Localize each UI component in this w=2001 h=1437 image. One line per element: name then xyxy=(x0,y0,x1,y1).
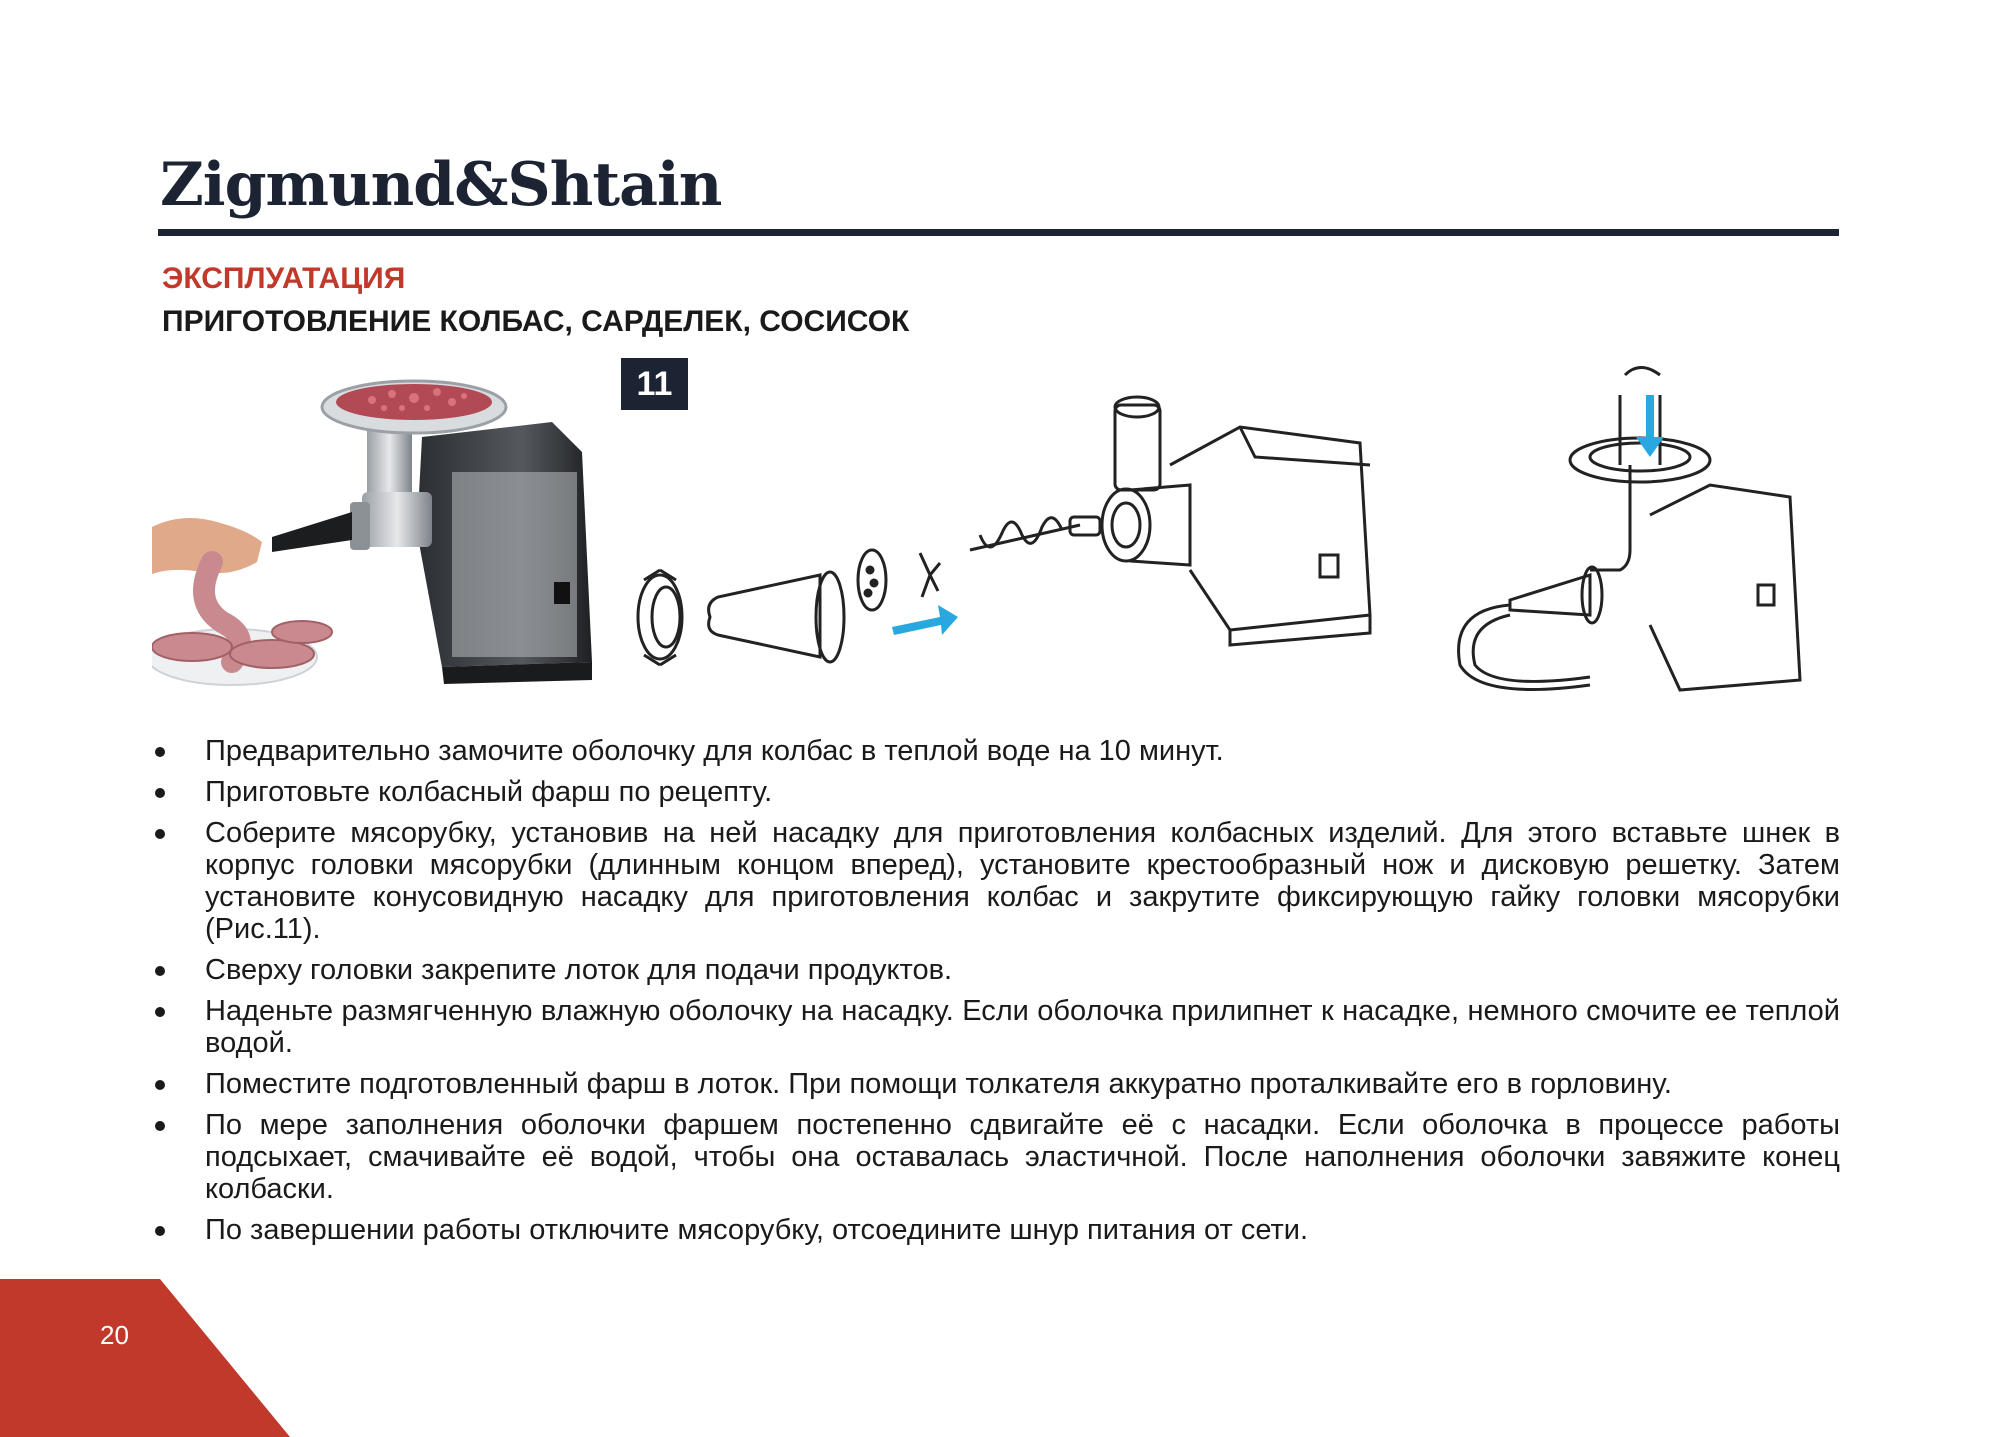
brand-logo: Zigmund&Shtain xyxy=(160,150,722,220)
instructions-list xyxy=(150,735,1840,1255)
bullet-icon xyxy=(155,1080,165,1090)
bullet-icon xyxy=(155,788,165,798)
sausage-horn-part xyxy=(709,572,844,662)
auger-part xyxy=(970,517,1100,550)
list-item: Приготовьте колбасный фарш по рецепту. xyxy=(150,776,1840,808)
disk-grate-part xyxy=(858,550,886,610)
bullet-icon xyxy=(155,1226,165,1236)
assembly-arrow-icon xyxy=(892,605,958,635)
grinder-body-assembled xyxy=(1102,397,1370,645)
list-item: По завершении работы отключите мясорубку, отсоедините шнур питания от сети. xyxy=(150,1214,1840,1246)
list-item: Наденьте размягченную влажную оболочку на насадку. Если оболочка прилипнет к насадке, немного смочите ее теплой водой. xyxy=(150,995,1840,1059)
list-item: Соберите мясорубку, установив на ней насадку для приготовления колбасных изделий. Для этого вставьте шнек в корпус головки мясорубки (длинным концом вперед), установите крестообразный нож и дисковую решетку. Затем установите конусовидную насадку для приготовления колбас и закрутите фиксирующую гайку головки мясорубки (Рис.11). xyxy=(150,817,1840,945)
assembly-diagram xyxy=(630,365,1830,697)
list-item: Поместите подготовленный фарш в лоток. При помощи толкателя аккуратно проталкивайте его в горловину. xyxy=(150,1068,1840,1100)
section-title: ЭКСПЛУАТАЦИЯ xyxy=(162,262,406,295)
list-item: Сверху головки закрепите лоток для подачи продуктов. xyxy=(150,954,1840,986)
product-photo xyxy=(152,362,594,698)
list-item: По мере заполнения оболочки фаршем постепенно сдвигайте её с насадки. Если оболочка в процессе работы подсыхает, смачивайте её водой, чтобы она оставалась эластичной. После наполнения оболочки завяжите конец колбаски. xyxy=(150,1109,1840,1205)
list-item: Предварительно замочите оболочку для колбас в теплой воде на 10 минут. xyxy=(150,735,1840,767)
bullet-icon xyxy=(155,1121,165,1131)
grinder-body-with-tray xyxy=(1459,368,1800,691)
fixing-nut-part xyxy=(638,570,682,665)
page-title: ПРИГОТОВЛЕНИЕ КОЛБАС, САРДЕЛЕК, СОСИСОК xyxy=(162,305,910,338)
header-rule xyxy=(158,229,1839,236)
bullet-icon xyxy=(155,1007,165,1017)
cross-knife-part xyxy=(920,553,940,597)
page-number: 20 xyxy=(100,1320,129,1350)
figure-number: 11 xyxy=(621,358,688,410)
bullet-icon xyxy=(155,747,165,757)
footer-corner-decoration xyxy=(0,1279,290,1437)
bullet-icon xyxy=(155,966,165,976)
bullet-icon xyxy=(155,829,165,839)
